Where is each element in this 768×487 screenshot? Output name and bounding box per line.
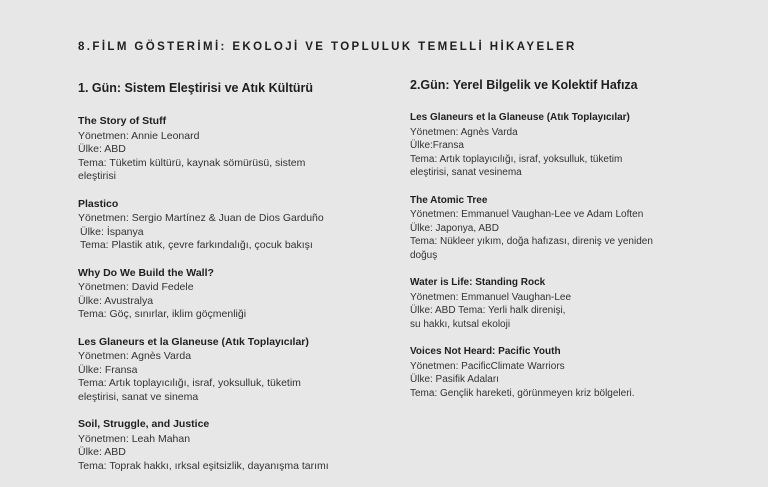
film-theme: Tema: Nükleer yıkım, doğa hafızası, direniş ve yeniden	[410, 236, 653, 247]
film-title: Les Glaneurs et la Glaneuse (Atık Toplayıcılar)	[78, 335, 309, 348]
film-country: Ülke:Fransa	[410, 140, 464, 151]
film-country-theme: Ülke: ABD Tema: Yerli halk direnişi,	[410, 305, 566, 316]
film-title: Plastico	[78, 197, 119, 210]
film-theme: Tema: Tüketim kültürü, kaynak sömürüsü, sistem	[78, 156, 306, 169]
day1-section	[78, 78, 378, 487]
film-item	[410, 345, 740, 400]
film-theme: Tema: Artık toplayıcılığı, israf, yoksulluk, tüketim	[410, 153, 623, 165]
film-title: Why Do We Build the Wall?	[78, 266, 214, 279]
film-country: Ülke: İspanya	[80, 225, 144, 238]
film-director: Yönetmen: Sergio Martínez & Juan de Dios Garduño	[78, 212, 324, 224]
film-title: The Story of Stuff	[78, 115, 167, 127]
film-director: Yönetmen: David Fedele	[78, 281, 194, 293]
film-theme: Tema: Artık toplayıcılığı, israf, yoksulluk, tüketim	[78, 377, 301, 389]
page-title: 8.FİLM GÖSTERİMİ: EKOLOJİ VE TOPLULUK TEMELLİ HİKAYELER	[78, 41, 577, 53]
film-item	[410, 276, 740, 331]
film-item	[78, 115, 378, 184]
film-title: Water is Life: Standing Rock	[410, 277, 546, 288]
film-item	[410, 111, 740, 180]
film-director: Yönetmen: Leah Mahan	[78, 432, 191, 445]
film-country: Ülke: Pasifik Adaları	[410, 374, 499, 385]
film-theme: Tema: Toprak hakkı, ırksal eşitsizlik, dayanışma tarımı	[78, 459, 329, 472]
film-item	[78, 336, 378, 405]
film-theme-cont: eleştirisi, sanat ve sinema	[78, 390, 199, 403]
film-title: Voices Not Heard: Pacific Youth	[410, 346, 561, 357]
film-theme-cont: eleştirisi	[78, 170, 116, 182]
film-item	[78, 267, 378, 322]
film-item	[78, 198, 378, 253]
film-title: The Atomic Tree	[410, 194, 488, 206]
film-theme: Tema: Plastik atık, çevre farkındalığı, çocuk bakışı	[80, 239, 313, 251]
film-director: Yönetmen: Annie Leonard	[78, 129, 200, 142]
film-director: Yönetmen: Emmanuel Vaughan-Lee	[410, 291, 572, 303]
day2-title: 2.Gün: Yerel Bilgelik ve Kolektif Hafıza	[410, 78, 638, 92]
film-title: Soil, Struggle, and Justice	[78, 418, 210, 430]
film-director: Yönetmen: Agnès Varda	[78, 350, 192, 362]
film-title: Les Glaneurs et la Glaneuse (Atık Toplayıcılar)	[410, 112, 630, 123]
day2-section	[410, 78, 740, 414]
film-theme: Tema: Göç, sınırlar, iklim göçmenliği	[78, 308, 247, 320]
film-item	[410, 194, 740, 263]
film-country: Ülke: ABD	[78, 446, 126, 458]
film-country: Ülke: ABD	[78, 143, 126, 155]
film-theme-cont: doğuş	[410, 249, 438, 261]
film-item	[78, 418, 378, 473]
film-country: Ülke: Japonya, ABD	[410, 222, 499, 234]
film-director: Yönetmen: Emmanuel Vaughan-Lee ve Adam Loften	[410, 209, 644, 220]
film-director: Yönetmen: PacificClimate Warriors	[410, 360, 565, 372]
film-country: Ülke: Avustralya	[78, 294, 154, 307]
film-theme-cont: su hakkı, kutsal ekoloji	[410, 318, 511, 330]
film-country: Ülke: Fransa	[78, 363, 138, 376]
film-director: Yönetmen: Agnès Varda	[410, 126, 518, 138]
day1-title: 1. Gün: Sistem Eleştirisi ve Atık Kültürü	[78, 81, 314, 95]
film-theme: Tema: Gençlik hareketi, görünmeyen kriz bölgeleri.	[410, 387, 635, 399]
film-theme-cont: eleştirisi, sanat vesinema	[410, 167, 522, 178]
